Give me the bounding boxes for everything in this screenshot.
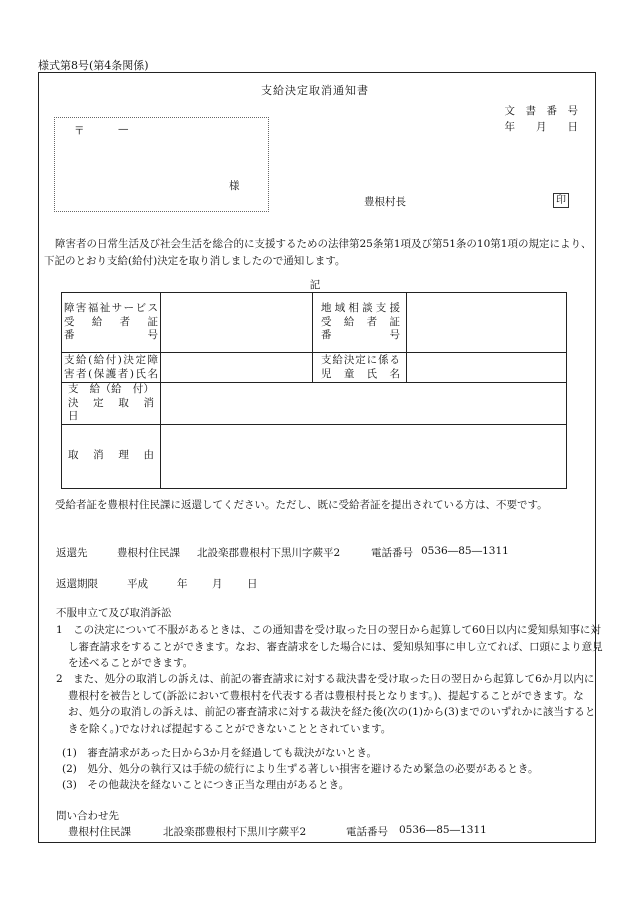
child-name-label: 支給決定に係る 児 童 氏 名 bbox=[313, 353, 407, 383]
regional-cert-number-field[interactable] bbox=[407, 293, 567, 353]
recipient-name-field[interactable] bbox=[161, 353, 313, 383]
appeal-sub-3: (3) その他裁決を経ないことにつき正当な理由があるとき。 bbox=[62, 779, 350, 791]
recipient-cert-number-field[interactable] bbox=[161, 293, 313, 353]
inquiry-tel-label: 電話番号 bbox=[346, 826, 388, 838]
table-row bbox=[62, 353, 567, 383]
issuer-name: 豊根村長 bbox=[364, 196, 406, 208]
recipient-honorific: 様 bbox=[229, 180, 240, 192]
deadline-era: 平成 bbox=[127, 578, 148, 590]
inquiry-heading: 問い合わせ先 bbox=[56, 810, 119, 822]
deadline-month: 月 bbox=[212, 578, 223, 590]
cancel-reason-field[interactable] bbox=[161, 424, 567, 488]
form-label: 様式第8号(第4条関係) bbox=[38, 59, 149, 72]
table-row bbox=[62, 293, 567, 353]
return-to-label: 返還先 bbox=[56, 547, 88, 559]
document-title: 支給決定取消通知書 bbox=[261, 84, 369, 97]
cancel-date-label: 支 給（給 付） 決 定 取 消 日 bbox=[62, 383, 161, 425]
cancel-date-field[interactable] bbox=[161, 383, 567, 425]
return-note: 受給者証を豊根村住民課に返還してください。ただし、既に受給者証を提出されている方は、不要です。 bbox=[55, 499, 548, 511]
return-to-tel: 0536―85―1311 bbox=[421, 545, 509, 557]
inquiry-office: 豊根村住民課 bbox=[68, 826, 131, 838]
appeal-item-2: 2 また、処分の取消しの訴えは、前記の審査請求に対する裁決書を受け取った日の翌日から起算して6か月以内に豊根村を被告として(訴訟において豊根村を代表する者は豊根村長となります。)、提起することができます。なお、処分の取消しの訴えは、前記の審査請求に対する裁決を経た後(次の(1)から(3)までのいずれかに該当するときを除く。)でなければ提起することができないこととされています。 bbox=[56, 673, 596, 735]
return-to-office: 豊根村住民課 bbox=[117, 547, 180, 559]
appeal-heading: 不服申立て及び取消訴訟 bbox=[56, 607, 172, 619]
seal-mark: 印 bbox=[553, 193, 569, 208]
postal-dash: — bbox=[118, 123, 129, 135]
appeal-item-1: 1 この決定について不服があるときは、この通知書を受け取った日の翌日から起算して60日以内に愛知県知事に対し審査請求をすることができます。なお、審査請求をした場合には、愛知県知事に申し立てれば、口頭により意見を述べることができます。 bbox=[56, 624, 603, 669]
deadline-day: 日 bbox=[247, 578, 258, 590]
detail-table bbox=[61, 292, 567, 489]
return-to-tel-label: 電話番号 bbox=[371, 547, 413, 559]
document-date-label: 年 月 日 bbox=[504, 121, 578, 133]
child-name-field[interactable] bbox=[407, 353, 567, 383]
table-row bbox=[62, 383, 567, 425]
regional-cert-label: 地域相談支援 受 給 者 証 番 号 bbox=[313, 293, 407, 353]
intro-paragraph: 障害者の日常生活及び社会生活を総合的に支援するための法律第25条第1項及び第51条の10第1項の規定により、下記のとおり支給(給付)決定を取り消しましたので通知します。 bbox=[44, 238, 592, 267]
appeal-sub-2: (2) 処分、処分の執行又は手続の続行により生ずる著しい損害を避けるため緊急の必要があるとき。 bbox=[62, 763, 539, 775]
return-to-address: 北設楽郡豊根村下黒川字蕨平2 bbox=[197, 547, 341, 559]
table-row bbox=[62, 424, 567, 488]
document-number-label: 文 書 番 号 bbox=[504, 105, 578, 117]
postal-mark: 〒 bbox=[74, 125, 85, 137]
inquiry-address: 北設楽郡豊根村下黒川字蕨平2 bbox=[163, 826, 307, 838]
address-box bbox=[54, 117, 269, 212]
inquiry-tel: 0536―85―1311 bbox=[399, 824, 487, 836]
recipient-name-label: 支給(給付)決定障 害者(保護者)氏名 bbox=[62, 353, 161, 383]
recipient-cert-label: 障害福祉サービス 受 給 者 証 番 号 bbox=[62, 293, 161, 353]
ki-label: 記 bbox=[309, 279, 321, 291]
appeal-sub-1: (1) 審査請求があった日から3か月を経過しても裁決がないとき。 bbox=[62, 747, 378, 759]
cancel-reason-label: 取 消 理 由 bbox=[62, 424, 161, 488]
deadline-year: 年 bbox=[177, 578, 188, 590]
deadline-label: 返還期限 bbox=[56, 578, 98, 590]
